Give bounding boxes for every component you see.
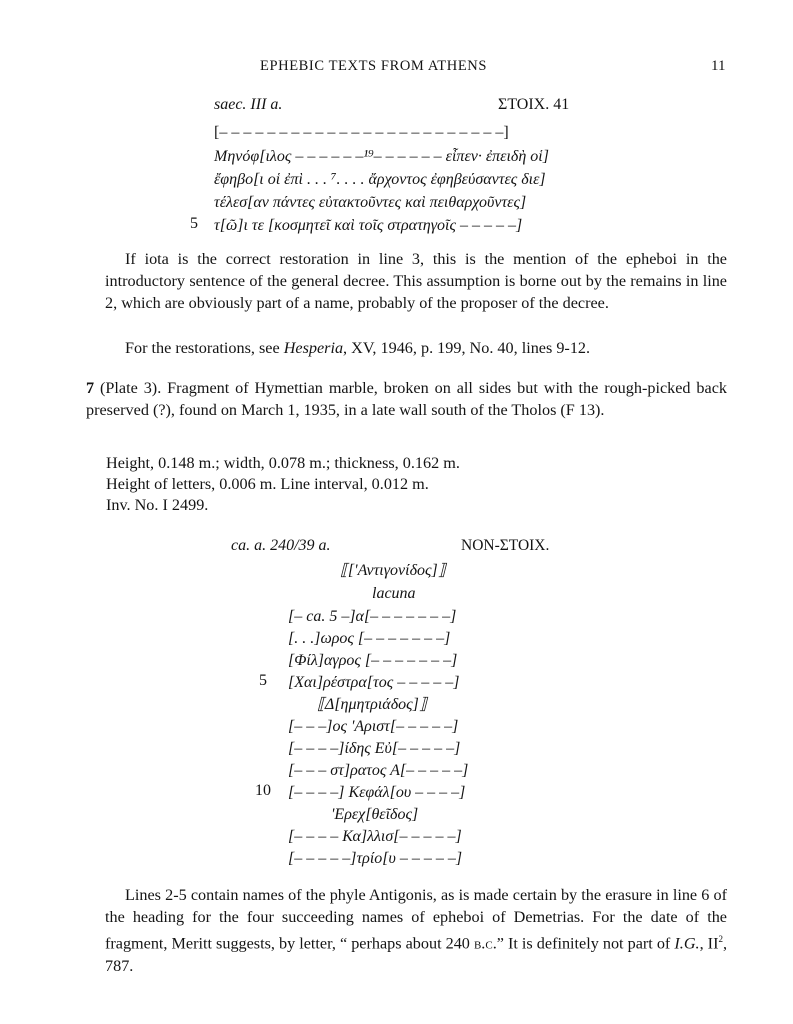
paragraph-3-end: , 787. <box>105 934 728 975</box>
commentary-paragraph-3 <box>105 884 727 977</box>
commentary-paragraph-2 <box>105 337 727 359</box>
inscription-2-line-9: [– – – – Κα]λλισ[– – – – –] <box>288 828 462 845</box>
inscription-2-line-number-10: 10 <box>255 782 271 799</box>
inscription-2-line-7: [– – – στ]ρατος Α[– – – – –] <box>288 762 469 779</box>
inscription-2-non-stoich: NON-ΣΤΟΙΧ. <box>461 537 550 554</box>
paragraph-2-suffix: , XV, 1946, p. 199, No. 40, lines 9-12. <box>343 339 591 357</box>
entry-number: 7 <box>86 379 95 397</box>
inscription-1-line-1: [– – – – – – – – – – – – – – – – – – – – – – – –] <box>214 124 509 141</box>
running-title: EPHEBIC TEXTS FROM ATHENS <box>260 58 488 74</box>
inscription-2-date: ca. a. 240/39 a. <box>231 537 331 554</box>
inscription-2-heading: ⟦['Αντιγονίδος]⟧ <box>340 562 446 579</box>
ig-citation: I.G. <box>674 934 700 953</box>
journal-citation: Hesperia <box>283 339 344 357</box>
inscription-1-line-2: Μηνόφ[ιλος – – – – – –¹⁹– – – – – – εἶπεν· ἐπειδὴ οἱ] <box>214 148 549 165</box>
inscription-2-line-4: [Χαι]ρέστρα[τος – – – – –] <box>288 674 460 691</box>
paragraph-3-sup: 2 <box>718 934 723 945</box>
paragraph-3-vol: , II <box>699 934 719 953</box>
lacuna-label: lacuna <box>372 585 416 602</box>
inscription-1-date: saec. III a. <box>214 96 283 113</box>
paragraph-3-mid: ” It is definitely not part of <box>496 934 675 953</box>
inscription-2-line-6: [– – – –]ίδης Εὐ[– – – – –] <box>288 740 461 757</box>
inscription-2-line-10: [– – – – –]τρίο[υ – – – – –] <box>288 850 463 867</box>
paragraph-2-prefix: For the restorations, see <box>125 339 284 357</box>
inscription-2-line-8: [– – – –] Κεφάλ[ου – – – –] <box>288 784 466 801</box>
inscription-2-line-2: [. . .]ωρος [– – – – – – –] <box>288 630 451 647</box>
inscription-2-line-number-5: 5 <box>259 672 267 689</box>
inscription-1-line-5: τ[ῶ]ι τε [κοσμητεῖ καὶ τοῖς στρατηγοῖς – – – – –] <box>214 217 523 234</box>
inscription-2-line-5: [– – –]ος 'Αριστ[– – – – –] <box>288 718 459 735</box>
paragraph-3-text: Lines 2-5 contain names of the phyle Antigonis, as is made certain by the erasure in line 6 of the heading for the four succeeding names of epheboi of Demetrias. For the date of the fragment, Meritt suggests, by letter, “ perhaps about 240 <box>105 886 727 953</box>
entry-7-description: (Plate 3). Fragment of Hymettian marble, broken on all sides but with the rough-picked back preserved (?), found on March 1, 1935, in a late wall south of the Tholos (F 13). <box>86 379 727 420</box>
dimension-line-1: Height, 0.148 m.; width, 0.078 m.; thickness, 0.162 m. <box>106 454 460 472</box>
commentary-paragraph-1: If iota is the correct restoration in line 3, this is the mention of the epheboi in the introductory sentence of the general decree. This assumption is borne out by the remains in line 2, which are obviously part of a name, probably of the proposer of the decree. <box>105 250 727 313</box>
dimension-line-3: Inv. No. I 2499. <box>106 496 209 514</box>
inscription-2-subheading-erechtheis: 'Ερεχ[θεῖδος] <box>331 806 419 823</box>
inscription-1-line-3: ἔφηβο[ι οἱ ἐπὶ . . . ⁷. . . . ἄρχοντος ἐφηβεύσαντες διε] <box>214 171 546 188</box>
dimension-line-2: Height of letters, 0.006 m. Line interval, 0.012 m. <box>106 475 429 493</box>
inscription-1-line-4: τέλεσ[αν πάντες εὐτακτοῦντες καὶ πειθαρχοῦντες] <box>214 194 527 211</box>
inscription-2-subheading-demetrias: ⟦Δ[ημητριάδος]⟧ <box>317 696 427 713</box>
entry-7-description-block <box>86 377 727 421</box>
inscription-2-line-1: [– ca. 5 –]α[– – – – – – –] <box>288 608 457 625</box>
inscription-2-line-3: [Φίλ]αγρος [– – – – – – –] <box>288 652 458 669</box>
inscription-1-stoich: ΣΤΟΙΧ. 41 <box>498 96 570 113</box>
bc-abbrev: b.c. <box>473 934 497 953</box>
inscription-1-line-number-5: 5 <box>190 215 198 232</box>
page-number: 11 <box>711 58 726 74</box>
